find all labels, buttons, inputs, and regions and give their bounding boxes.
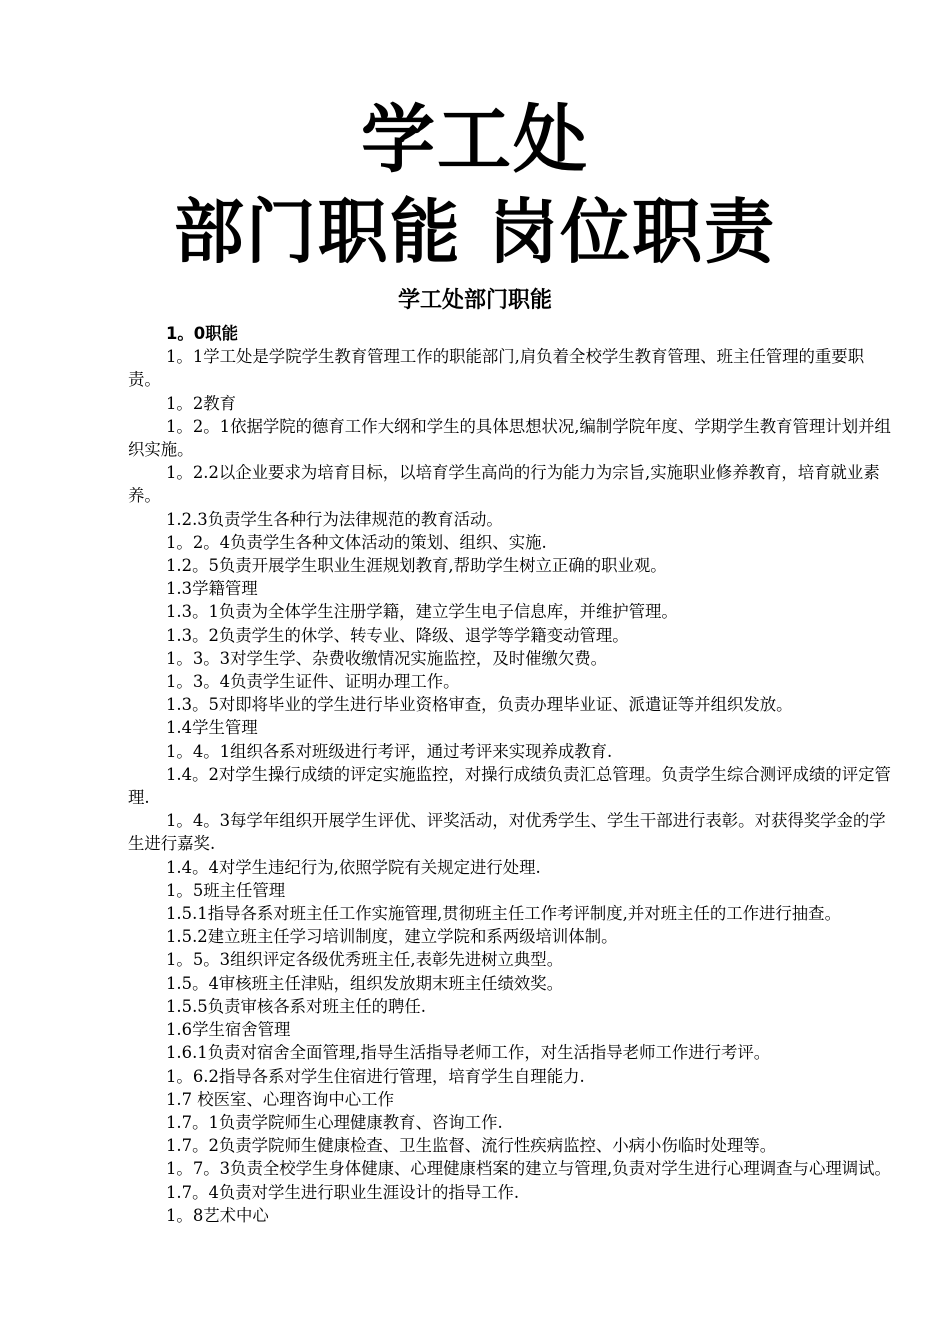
paragraph: 1。4。1组织各系对班级进行考评，通过考评来实现养成教育. — [166, 741, 613, 761]
paragraph: 1.3。1负责为全体学生注册学籍，建立学生电子信息库，并维护管理。 — [166, 602, 678, 622]
section-heading: 学工处部门职能 — [397, 288, 552, 313]
document-title-line2: 部门职能 岗位职责 — [173, 191, 777, 273]
paragraph: 1.5.1指导各系对班主任工作实施管理,贯彻班主任工作考评制度,并对班主任的工作进行抽查。 — [166, 904, 841, 924]
paragraph: 1。8艺术中心 — [166, 1205, 269, 1225]
paragraph: 1。2。1依据学院的德育工作大纲和学生的具体思想状况,编制学院年度、学期学生教育管理计划并组织实施。 — [128, 416, 891, 460]
section-heading-functions: 1。0职能 — [166, 324, 238, 343]
paragraph: 1.5。4审核班主任津贴，组织发放期末班主任绩效奖。 — [166, 973, 564, 993]
paragraph: 1。6.2指导各系对学生住宿进行管理，培育学生自理能力. — [166, 1066, 585, 1086]
document-title: 学工处 — [361, 97, 589, 183]
paragraph: 1.7 校医室、心理咨询中心工作 — [166, 1089, 394, 1109]
paragraph: 1。1学工处是学院学生教育管理工作的职能部门,肩负着全校学生教育管理、班主任管理的重要职责。 — [128, 347, 865, 390]
paragraph: 1.2.3负责学生各种行为法律规范的教育活动。 — [166, 509, 503, 529]
paragraph: 1.4。4对学生违纪行为,依照学院有关规定进行处理. — [166, 857, 541, 877]
paragraph: 1.4学生管理 — [166, 718, 258, 738]
document-body — [128, 322, 894, 1227]
paragraph: 1.7。4负责对学生进行职业生涯设计的指导工作. — [166, 1182, 520, 1202]
paragraph: 1.5.5负责审核各系对班主任的聘任. — [166, 996, 426, 1016]
paragraph: 1.6.1负责对宿舍全面管理,指导生活指导老师工作，对生活指导老师工作进行考评。 — [166, 1043, 771, 1063]
paragraph: 1。3。3对学生学、杂费收缴情况实施监控，及时催缴欠费。 — [166, 648, 608, 668]
paragraph: 1.7。1负责学院师生心理健康教育、咨询工作. — [166, 1112, 503, 1132]
paragraph: 1.2。5负责开展学生职业生涯规划教育,帮助学生树立正确的职业观。 — [166, 556, 667, 576]
paragraph: 1。3。4负责学生证件、证明办理工作。 — [166, 672, 460, 692]
paragraph: 1。5班主任管理 — [166, 880, 286, 900]
paragraph: 1.6学生宿舍管理 — [166, 1020, 291, 1040]
paragraph: 1.5.2建立班主任学习培训制度，建立学院和系两级培训体制。 — [166, 927, 618, 947]
paragraph: 1.3。5对即将毕业的学生进行毕业资格审查，负责办理毕业证、派遣证等并组织发放。 — [166, 695, 793, 715]
paragraph: 1.3。2负责学生的休学、转专业、降级、退学等学籍变动管理。 — [166, 625, 629, 645]
paragraph: 1。7。3负责全校学生身体健康、心理健康档案的建立与管理,负责对学生进行心理调查与心理调试。 — [166, 1159, 891, 1179]
paragraph: 1。2教育 — [166, 393, 237, 413]
paragraph: 1。4。3每学年组织开展学生评优、评奖活动，对优秀学生、学生干部进行表彰。对获得奖学金的学生进行嘉奖. — [128, 811, 886, 854]
paragraph: 1.3学籍管理 — [166, 579, 258, 599]
paragraph: 1。2.2以企业要求为培育目标，以培育学生高尚的行为能力为宗旨,实施职业修养教育，培育就业素养。 — [128, 463, 880, 506]
paragraph: 1。5。3组织评定各级优秀班主任,表彰先进树立典型。 — [166, 950, 564, 970]
paragraph: 1。2。4负责学生各种文体活动的策划、组织、实施. — [166, 532, 547, 552]
paragraph: 1.4。2对学生操行成绩的评定实施监控，对操行成绩负责汇总管理。负责学生综合测评成绩的评定管理. — [128, 764, 891, 808]
paragraph: 1.7。2负责学院师生健康检查、卫生监督、流行性疾病监控、小病小伤临时处理等。 — [166, 1136, 777, 1156]
